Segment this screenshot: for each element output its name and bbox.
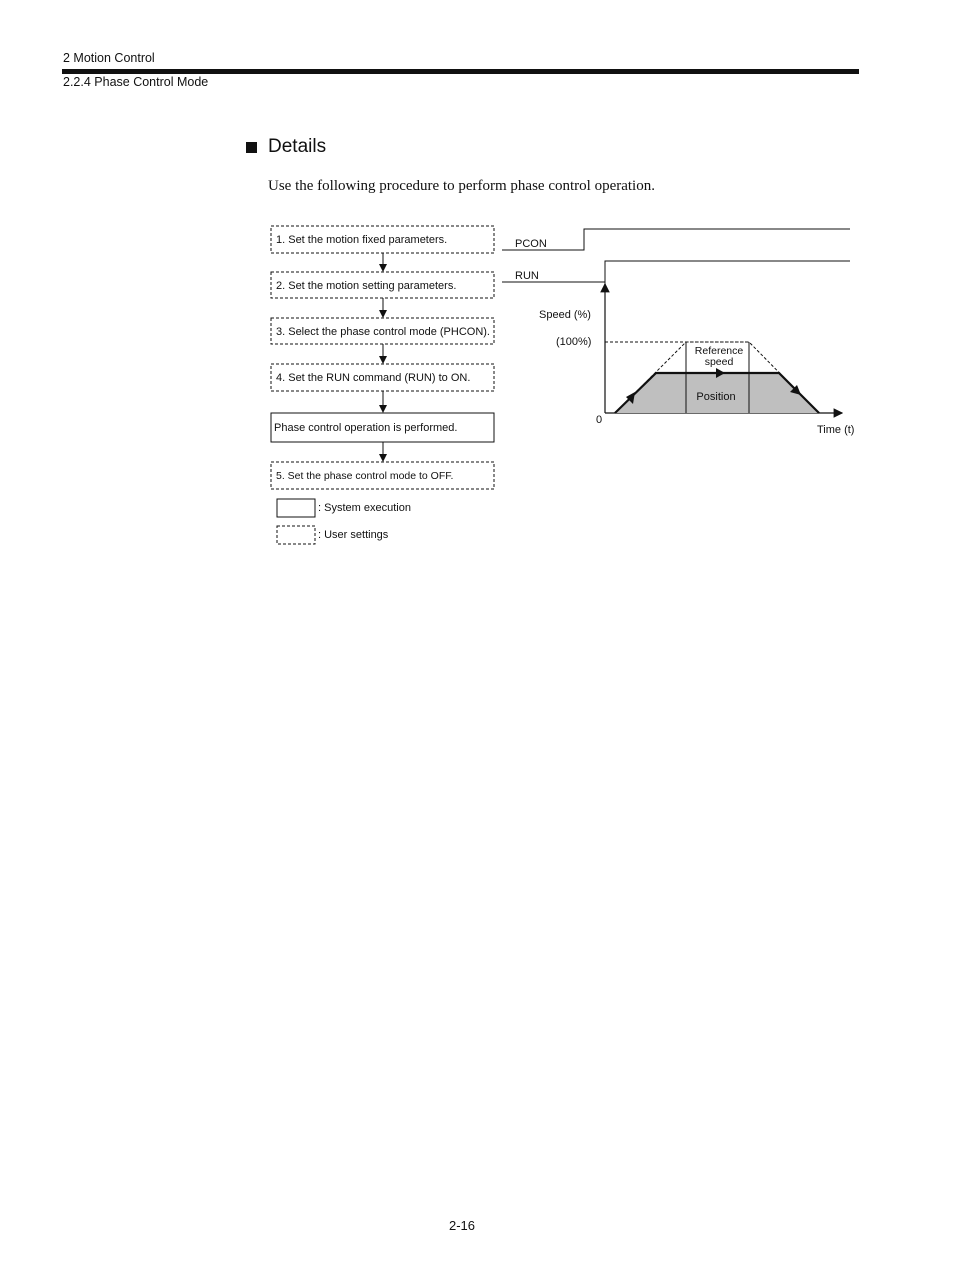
flow-step-3-text: 3. Select the phase control mode (PHCON). xyxy=(276,326,490,338)
pcon-signal-line xyxy=(502,229,850,250)
legend-user-box xyxy=(277,526,315,544)
legend-user-text: : User settings xyxy=(318,529,389,541)
details-title: Details xyxy=(268,136,327,157)
intro-paragraph: Use the following procedure to perform phase control operation. xyxy=(268,178,655,194)
square-bullet-icon xyxy=(246,142,257,153)
flow-step-4-text: 4. Set the RUN command (RUN) to ON. xyxy=(276,372,471,384)
header-rule xyxy=(62,69,859,74)
run-label: RUN xyxy=(515,270,539,282)
flowchart xyxy=(271,226,494,544)
level-100-label: (100%) xyxy=(556,336,592,348)
position-label: Position xyxy=(696,391,736,403)
x-axis-label: Time (t) xyxy=(817,424,855,436)
y-axis-label: Speed (%) xyxy=(539,309,591,321)
timing-chart xyxy=(502,229,854,436)
run-signal-line xyxy=(502,261,850,282)
reference-speed-label-1: Reference xyxy=(694,345,744,357)
flow-step-system-text: Phase control operation is performed. xyxy=(274,422,458,434)
header-section: 2.2.4 Phase Control Mode xyxy=(63,75,209,89)
flow-step-1-text: 1. Set the motion fixed parameters. xyxy=(276,234,448,246)
origin-label: 0 xyxy=(596,414,603,426)
header-chapter: 2 Motion Control xyxy=(63,51,155,65)
legend-system-text: : System execution xyxy=(318,502,411,514)
page-number: 2-16 xyxy=(449,1218,476,1233)
details-heading xyxy=(246,136,326,158)
phase-control-figure xyxy=(262,218,862,558)
reference-speed-label-2: speed xyxy=(704,356,734,368)
flow-step-2-text: 2. Set the motion setting parameters. xyxy=(276,280,457,292)
legend-system-box xyxy=(277,499,315,517)
flow-step-5-text: 5. Set the phase control mode to OFF. xyxy=(276,470,454,482)
pcon-label: PCON xyxy=(515,238,547,250)
